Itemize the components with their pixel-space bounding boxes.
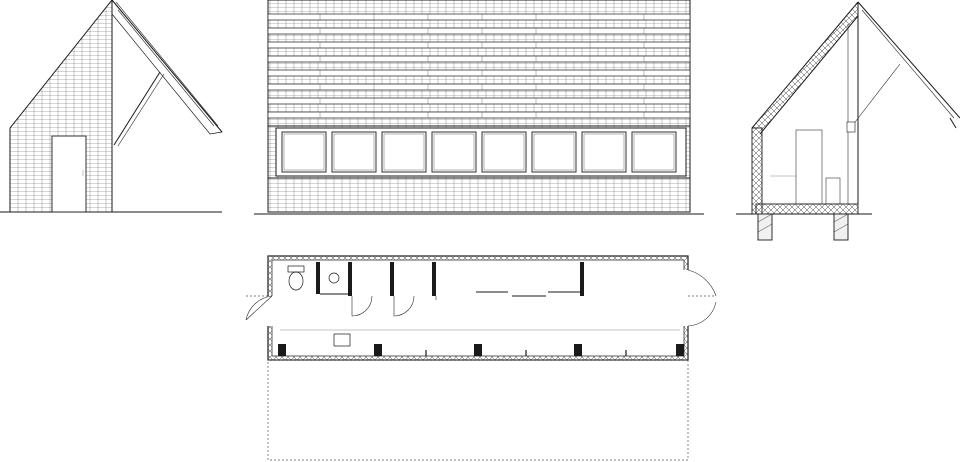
plan-north-insulation bbox=[268, 256, 688, 260]
roof-panel-line bbox=[118, 10, 214, 126]
partition-storage-1 bbox=[348, 262, 352, 296]
window-pane bbox=[482, 132, 526, 172]
toilet-tank bbox=[288, 266, 304, 272]
roof-slat bbox=[268, 70, 690, 76]
storage-door-swing-2 bbox=[394, 296, 414, 316]
cross-section bbox=[736, 2, 960, 240]
roof-slat bbox=[268, 112, 690, 118]
partition-storage-3 bbox=[432, 262, 436, 296]
entrance-door bbox=[52, 136, 86, 212]
roof-edge-inner bbox=[116, 2, 218, 126]
window-pane bbox=[432, 132, 476, 172]
roof-slat bbox=[268, 42, 690, 48]
interior-cabinet bbox=[796, 130, 822, 204]
window-pane bbox=[282, 132, 326, 172]
plan-column bbox=[574, 344, 582, 356]
partition-storage-2 bbox=[390, 262, 394, 296]
opened-roof-flap bbox=[112, 0, 222, 134]
section-flap-inner bbox=[862, 10, 954, 118]
plan-column bbox=[374, 344, 382, 356]
section-strut bbox=[852, 64, 900, 126]
wash-basin bbox=[329, 273, 339, 283]
roof-slat bbox=[268, 98, 690, 104]
floor-slab bbox=[756, 204, 858, 214]
floor-plan bbox=[246, 256, 716, 460]
section-hinge bbox=[847, 122, 855, 132]
section-flap bbox=[858, 2, 960, 118]
roof-slat bbox=[268, 56, 690, 62]
section-left-wall bbox=[752, 128, 762, 214]
roof-slat bbox=[268, 84, 690, 90]
window-pane bbox=[582, 132, 626, 172]
gable-elevation bbox=[0, 0, 222, 212]
section-flap-tip bbox=[950, 118, 956, 128]
flap-strut-2 bbox=[118, 74, 164, 146]
plan-column bbox=[278, 344, 286, 356]
plan-column bbox=[676, 344, 684, 356]
kitchen-sink bbox=[334, 334, 350, 346]
partition-toilet bbox=[316, 262, 320, 294]
east-door-swing-2 bbox=[688, 302, 716, 326]
terrace-outline bbox=[268, 360, 688, 460]
flap-strut bbox=[114, 72, 160, 145]
toilet-bowl bbox=[289, 272, 303, 290]
window-pane bbox=[382, 132, 426, 172]
storage-door-swing-1 bbox=[352, 296, 372, 316]
east-door-opening bbox=[682, 270, 690, 326]
window-pane bbox=[632, 132, 676, 172]
partition-east bbox=[580, 262, 584, 296]
roof-slat bbox=[268, 14, 690, 20]
roof-slat bbox=[268, 28, 690, 34]
plan-column bbox=[474, 344, 482, 356]
interior-box bbox=[826, 178, 840, 204]
east-door-swing bbox=[688, 270, 716, 296]
plan-south-insulation bbox=[268, 356, 688, 360]
roof-insulation bbox=[752, 2, 858, 134]
long-elevation bbox=[254, 0, 704, 214]
window-pane bbox=[532, 132, 576, 172]
window-pane bbox=[332, 132, 376, 172]
